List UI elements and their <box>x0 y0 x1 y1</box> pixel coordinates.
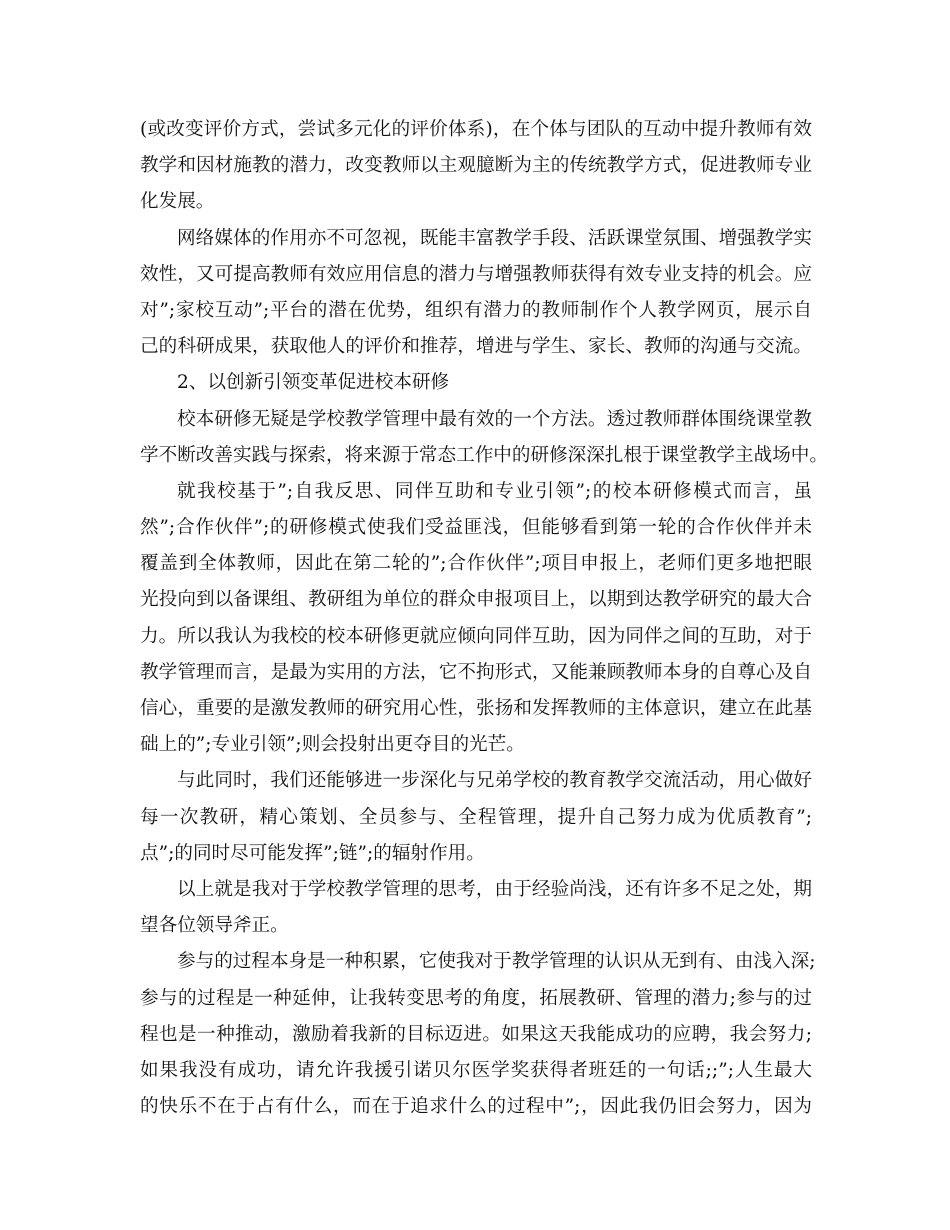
text-line: 的快乐不在于占有什么，而在于追求什么的过程中”;，因此我仍旧会努力，因为 <box>140 1096 812 1118</box>
text-line: 以上就是我对于学校教学管理的思考，由于经验尚浅，还有许多不足之处，期 <box>177 878 812 900</box>
text-line: 每一次教研，精心策划、全员参与、全程管理，提升自己努力成为优质教育”; <box>140 806 812 828</box>
text-line: 与此同时，我们还能够进一步深化与兄弟学校的教育教学交流活动，用心做好 <box>177 770 812 792</box>
text-line: 如果我没有成功，请允许我援引诺贝尔医学奖获得者班廷的一句话;;”;人生最大 <box>140 1059 812 1081</box>
text-line: 覆盖到全体教师，因此在第二轮的”;合作伙伴”;项目申报上，老师们更多地把眼 <box>140 553 812 575</box>
text-line: 效性，又可提高教师有效应用信息的潜力与增强教师获得有效专业支持的机会。应 <box>140 263 812 285</box>
text-line: 程也是一种推动，激励着我新的目标迈进。如果这天我能成功的应聘，我会努力; <box>140 1023 812 1045</box>
text-line: 力。所以我认为我校的校本研修更就应倾向同伴互助，因为同伴之间的互助，对于 <box>140 625 812 647</box>
text-line: 参与的过程本身是一种积累，它使我对于教学管理的认识从无到有、由浅入深; <box>177 951 816 973</box>
text-line: 信心，重要的是激发教师的研究用心性，张扬和发挥教师的主体意识，建立在此基 <box>140 698 812 719</box>
text-line: 然”;合作伙伴”;的研修模式使我们受益匪浅，但能够看到第一轮的合作伙伴并未 <box>140 517 812 539</box>
document-body <box>140 112 828 1125</box>
text-line: 学不断改善实践与探索，将来源于常态工作中的研修深深扎根于课堂教学主战场中。 <box>140 444 828 466</box>
text-line: 光投向到以备课组、教研组为单位的群众申报项目上，以期到达教学研究的最大合 <box>140 589 812 611</box>
text-line: 教学管理而言，是最为实用的方法，它不拘形式，又能兼顾教师本身的自尊心及自 <box>140 661 812 683</box>
text-line: 参与的过程是一种延伸，让我转变思考的角度，拓展教研、管理的潜力;参与的过 <box>140 987 812 1009</box>
text-line: 就我校基于”;自我反思、同伴互助和专业引领”;的校本研修模式而言，虽 <box>177 480 812 502</box>
text-line: 己的科研成果，获取他人的评价和推荐，增进与学生、家长、教师的沟通与交流。 <box>140 336 812 358</box>
text-line: 化发展。 <box>140 191 215 213</box>
text-line: 点”;的同时尽可能发挥”;链”;的辐射作用。 <box>140 842 485 864</box>
text-line: (或改变评价方式，尝试多元化的评价体系)，在个体与团队的互动中提升教师有效 <box>140 119 812 140</box>
text-line: 础上的”;专业引领”;则会投射出更夺目的光芒。 <box>140 734 525 756</box>
text-line: 网络媒体的作用亦不可忽视，既能丰富教学手段、活跃课堂氛围、增强教学实 <box>177 227 812 249</box>
section-heading: 2、以创新引领变革促进校本研修 <box>177 372 450 394</box>
text-line: 对”;家校互动”;平台的潜在优势，组织有潜力的教师制作个人教学网页，展示自 <box>140 299 812 321</box>
text-line: 校本研修无疑是学校教学管理中最有效的一个方法。透过教师群体围绕课堂教 <box>177 408 812 430</box>
text-line: 教学和因材施教的潜力，改变教师以主观臆断为主的传统教学方式，促进教师专业 <box>140 155 812 177</box>
text-line: 望各位领导斧正。 <box>140 915 289 937</box>
